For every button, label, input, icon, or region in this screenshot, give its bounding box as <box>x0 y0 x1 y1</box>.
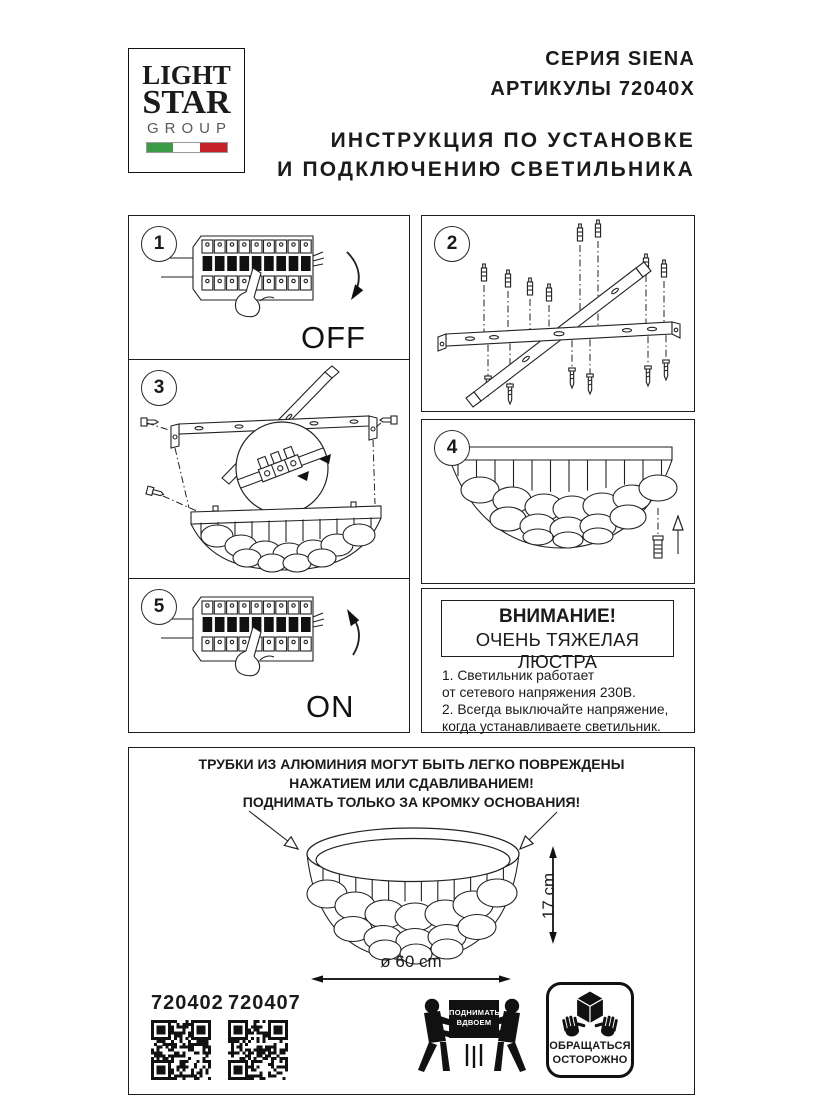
handle-label <box>549 1039 631 1067</box>
article-block <box>228 992 301 1080</box>
step-number-badge: 3 <box>141 370 177 406</box>
note-line: 1. Светильник работает <box>442 668 595 683</box>
instruction-line-1: ИНСТРУКЦИЯ ПО УСТАНОВКЕ <box>330 129 695 152</box>
on-label: ON <box>306 689 355 724</box>
lift-label-box <box>449 1000 499 1038</box>
logo-text-light: LIGHT <box>142 60 231 90</box>
qr-code <box>228 1020 288 1080</box>
arrow-down-icon <box>347 252 363 300</box>
lightstar-logo <box>128 48 245 173</box>
articles-line: АРТИКУЛЫ 72040X <box>490 78 695 100</box>
step-number-badge: 2 <box>434 226 470 262</box>
article-number: 720402 <box>151 992 224 1014</box>
handling-panel <box>128 747 695 1095</box>
step-number-badge: 5 <box>141 589 177 625</box>
diameter-dimension-arrow <box>311 975 511 982</box>
warning-line: НАЖАТИЕМ ИЛИ СДАВЛИВАНИЕМ! <box>289 775 534 791</box>
step-number-badge: 1 <box>141 226 177 262</box>
step-1-panel <box>128 215 410 361</box>
step-4-panel <box>421 419 695 584</box>
attention-title: ВНИМАНИЕ! <box>498 606 617 627</box>
arrow-up-icon <box>347 609 359 655</box>
italy-flag-icon <box>146 142 228 153</box>
attention-notes <box>442 667 668 735</box>
step-2-panel <box>421 215 695 412</box>
flag-white <box>173 143 200 152</box>
attention-box <box>441 600 674 672</box>
series-title <box>490 44 695 104</box>
flag-green <box>147 143 174 152</box>
series-name: СЕРИЯ SIENA <box>545 48 695 70</box>
attention-panel <box>421 588 695 733</box>
handle-with-care-icon <box>546 982 634 1078</box>
attention-subtitle: ОЧЕНЬ ТЯЖЕЛАЯ ЛЮСТРА <box>475 629 640 672</box>
screw-icon <box>141 418 158 426</box>
qr-code <box>151 1020 211 1080</box>
cube-icon <box>577 991 604 1024</box>
arrow-up-icon <box>673 516 683 554</box>
handle-label-line: ОСТОРОЖНО <box>552 1054 628 1066</box>
instruction-line-2: И ПОДКЛЮЧЕНИЮ СВЕТИЛЬНИКА <box>277 158 695 181</box>
warning-line: ТРУБКИ ИЗ АЛЮМИНИЯ МОГУТ БЫТЬ ЛЕГКО ПОВРЕЖДЕНЫ <box>198 756 625 772</box>
article-number: 720407 <box>228 992 301 1014</box>
logo-text-group: GROUP <box>146 120 232 137</box>
note-line: от сетевого напряжения 230В. <box>442 685 636 700</box>
diameter-label: ø 60 cm <box>380 952 442 971</box>
instruction-title <box>277 126 695 184</box>
article-block <box>151 992 224 1080</box>
step-3-panel <box>128 359 410 580</box>
screw-icon <box>146 486 164 498</box>
pointer-arrow-left-icon <box>249 811 298 849</box>
flag-red <box>200 143 227 152</box>
screw-icon <box>380 416 397 424</box>
note-line: когда устанавливаете светильник. <box>442 719 661 734</box>
lift-label-line: ВДВОЕМ <box>456 1017 492 1027</box>
step-5-panel <box>128 578 410 733</box>
logo-text-star: STAR <box>142 84 231 121</box>
height-label: 17 cm <box>539 872 558 920</box>
note-line: 2. Всегда выключайте напряжение, <box>442 702 669 717</box>
warning-line: ПОДНИМАТЬ ТОЛЬКО ЗА КРОМКУ ОСНОВАНИЯ! <box>242 794 581 810</box>
pointer-arrow-right-icon <box>520 812 557 849</box>
screw-icon <box>653 536 663 558</box>
step-number-badge: 4 <box>434 430 470 466</box>
handle-label-line: ОБРАЩАТЬСЯ <box>549 1040 631 1052</box>
lift-by-two-icon <box>415 990 529 1078</box>
lift-label-line: ПОДНИМАТЬ <box>449 1008 501 1017</box>
off-label: OFF <box>301 320 366 355</box>
